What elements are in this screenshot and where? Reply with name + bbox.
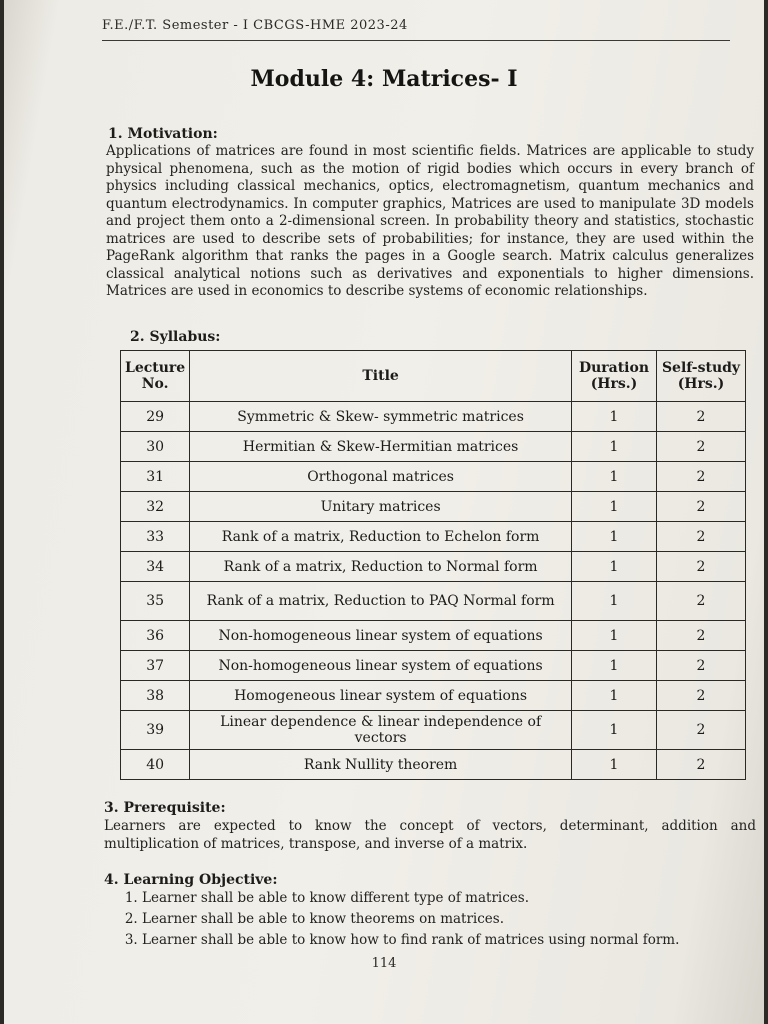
table-row	[121, 402, 746, 432]
self-study-cell: 2	[657, 621, 746, 651]
self-study-cell: 2	[657, 402, 746, 432]
list-item: 1. Learner shall be able to know different type of matrices.	[142, 888, 679, 909]
lecture-no-cell: 30	[121, 432, 190, 462]
lecture-no-cell: 32	[121, 492, 190, 522]
duration-cell: 1	[572, 552, 657, 582]
prerequisite-heading: 3. Prerequisite:	[104, 800, 226, 816]
title-cell: Rank Nullity theorem	[190, 750, 572, 780]
title-cell: Linear dependence & linear independence of vectors	[190, 711, 572, 750]
self-study-cell: 2	[657, 750, 746, 780]
duration-cell: 1	[572, 582, 657, 621]
self-study-cell: 2	[657, 522, 746, 552]
lecture-no-cell: 38	[121, 681, 190, 711]
table-row	[121, 462, 746, 492]
self-study-cell: 2	[657, 462, 746, 492]
title-cell: Symmetric & Skew- symmetric matrices	[190, 402, 572, 432]
list-item: 3. Learner shall be able to know how to find rank of matrices using normal form.	[142, 930, 679, 951]
column-header-duration: Duration (Hrs.)	[572, 351, 657, 402]
column-header-lecture: Lecture No.	[121, 351, 190, 402]
syllabus-heading: 2. Syllabus:	[130, 329, 221, 345]
lecture-no-cell: 34	[121, 552, 190, 582]
lecture-no-cell: 31	[121, 462, 190, 492]
table-row	[121, 750, 746, 780]
lecture-no-cell: 33	[121, 522, 190, 552]
duration-cell: 1	[572, 492, 657, 522]
syllabus-table	[120, 350, 746, 780]
lecture-no-cell: 29	[121, 402, 190, 432]
table-row	[121, 681, 746, 711]
lecture-no-cell: 35	[121, 582, 190, 621]
title-cell: Rank of a matrix, Reduction to Normal form	[190, 552, 572, 582]
self-study-cell: 2	[657, 492, 746, 522]
list-item: 2. Learner shall be able to know theorems on matrices.	[142, 909, 679, 930]
lecture-no-cell: 36	[121, 621, 190, 651]
table-row	[121, 582, 746, 621]
self-study-cell: 2	[657, 552, 746, 582]
title-cell: Rank of a matrix, Reduction to PAQ Normal form	[190, 582, 572, 621]
title-cell: Non-homogeneous linear system of equations	[190, 651, 572, 681]
self-study-cell: 2	[657, 711, 746, 750]
document-page	[4, 0, 764, 1024]
learning-objective-heading: 4. Learning Objective:	[104, 872, 278, 888]
duration-cell: 1	[572, 621, 657, 651]
table-row	[121, 552, 746, 582]
page-title: Module 4: Matrices- I	[250, 66, 518, 92]
table-row	[121, 492, 746, 522]
table-row	[121, 711, 746, 750]
column-header-self-study: Self-study (Hrs.)	[657, 351, 746, 402]
table-row	[121, 432, 746, 462]
table-row	[121, 522, 746, 552]
title-cell: Non-homogeneous linear system of equations	[190, 621, 572, 651]
motivation-text: Applications of matrices are found in most scientific fields. Matrices are applicable to study physical phenomena, such as the motion of rigid bodies which occurs in every branch of physics including classical mechanics, optics, electromagnetism, quantum mechanics and quantum electrodynamics. In computer graphics, Matrices are used to manipulate 3D models and project them onto a 2-dimensional screen. In probability theory and statistics, stochastic matrices are used to describe sets of probabilities; for instance, they are used within the PageRank algorithm that ranks the pages in a Google search. Matrix calculus generalizes classical analytical notions such as derivatives and exponentials to higher dimensions. Matrices are used in economics to describe systems of economic relationships.	[106, 143, 754, 299]
title-cell: Hermitian & Skew-Hermitian matrices	[190, 432, 572, 462]
learning-objective-list	[114, 888, 679, 951]
duration-cell: 1	[572, 522, 657, 552]
title-cell: Homogeneous linear system of equations	[190, 681, 572, 711]
title-cell: Unitary matrices	[190, 492, 572, 522]
table-header-row	[121, 351, 746, 402]
header-rule	[102, 40, 730, 41]
duration-cell: 1	[572, 711, 657, 750]
title-cell: Orthogonal matrices	[190, 462, 572, 492]
page-number: 114	[371, 956, 397, 971]
title-cell: Rank of a matrix, Reduction to Echelon form	[190, 522, 572, 552]
motivation-heading: 1. Motivation:	[108, 126, 218, 142]
self-study-cell: 2	[657, 582, 746, 621]
duration-cell: 1	[572, 462, 657, 492]
duration-cell: 1	[572, 402, 657, 432]
column-header-title: Title	[190, 351, 572, 402]
self-study-cell: 2	[657, 651, 746, 681]
table-row	[121, 651, 746, 681]
lecture-no-cell: 40	[121, 750, 190, 780]
table-row	[121, 621, 746, 651]
duration-cell: 1	[572, 681, 657, 711]
duration-cell: 1	[572, 651, 657, 681]
running-head: F.E./F.T. Semester - I CBCGS-HME 2023-24	[102, 18, 408, 33]
self-study-cell: 2	[657, 681, 746, 711]
self-study-cell: 2	[657, 432, 746, 462]
duration-cell: 1	[572, 750, 657, 780]
duration-cell: 1	[572, 432, 657, 462]
prerequisite-text: Learners are expected to know the concept of vectors, determinant, addition and multiplication of matrices, transpose, and inverse of a matrix.	[104, 818, 756, 852]
lecture-no-cell: 37	[121, 651, 190, 681]
lecture-no-cell: 39	[121, 711, 190, 750]
